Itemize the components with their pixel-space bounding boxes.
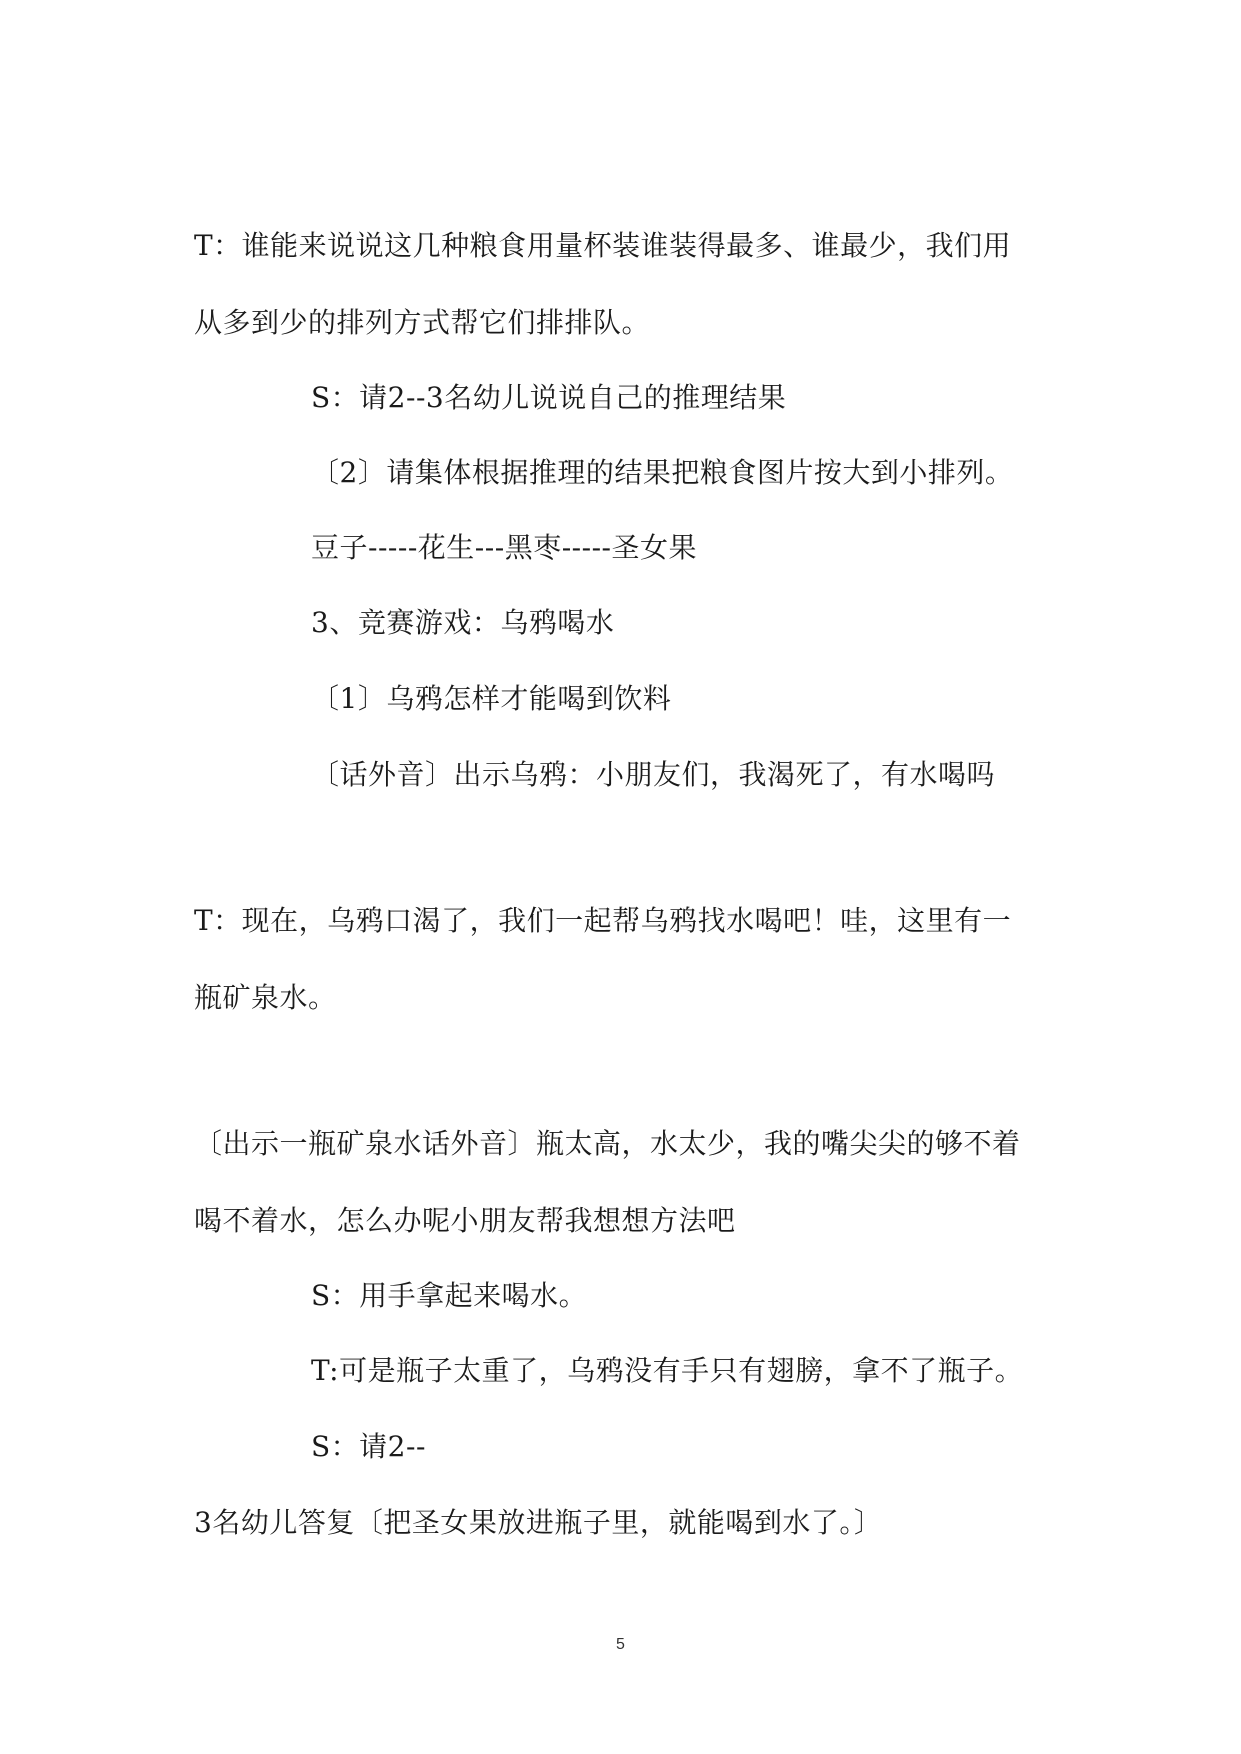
- paragraph-line: S：请2--: [311, 1430, 426, 1463]
- paragraph-line: 3名幼儿答复〔把圣女果放进瓶子里，就能喝到水了。〕: [194, 1506, 883, 1539]
- paragraph-line: 〔话外音〕出示乌鸦：小朋友们，我渴死了，有水喝吗: [311, 758, 996, 791]
- paragraph-line: S：用手拿起来喝水。: [311, 1279, 588, 1312]
- paragraph-line: 瓶矿泉水。: [194, 981, 337, 1014]
- paragraph-line: T：谁能来说说这几种粮食用量杯装谁装得最多、谁最少，我们用: [194, 229, 1012, 262]
- paragraph-line: T：现在，乌鸦口渴了，我们一起帮乌鸦找水喝吧！哇，这里有一: [194, 904, 1012, 937]
- page-number: 5: [616, 1636, 625, 1653]
- paragraph-line: T:可是瓶子太重了，乌鸦没有手只有翅膀，拿不了瓶子。: [311, 1354, 1024, 1387]
- paragraph-line: 〔2〕请集体根据推理的结果把粮食图片按大到小排列。: [311, 456, 1014, 489]
- paragraph-line: 豆子-----花生---黑枣-----圣女果: [311, 531, 697, 564]
- paragraph-line: S：请2--3名幼儿说说自己的推理结果: [311, 381, 787, 414]
- paragraph-line: 〔1〕乌鸦怎样才能喝到饮料: [311, 682, 672, 715]
- paragraph-line: 从多到少的排列方式帮它们排排队。: [194, 306, 651, 339]
- paragraph-line: 〔出示一瓶矿泉水话外音〕瓶太高，水太少，我的嘴尖尖的够不着: [194, 1127, 1021, 1160]
- section-heading: 3、竞赛游戏：乌鸦喝水: [311, 606, 615, 639]
- paragraph-line: 喝不着水，怎么办呢小朋友帮我想想方法吧: [194, 1204, 736, 1237]
